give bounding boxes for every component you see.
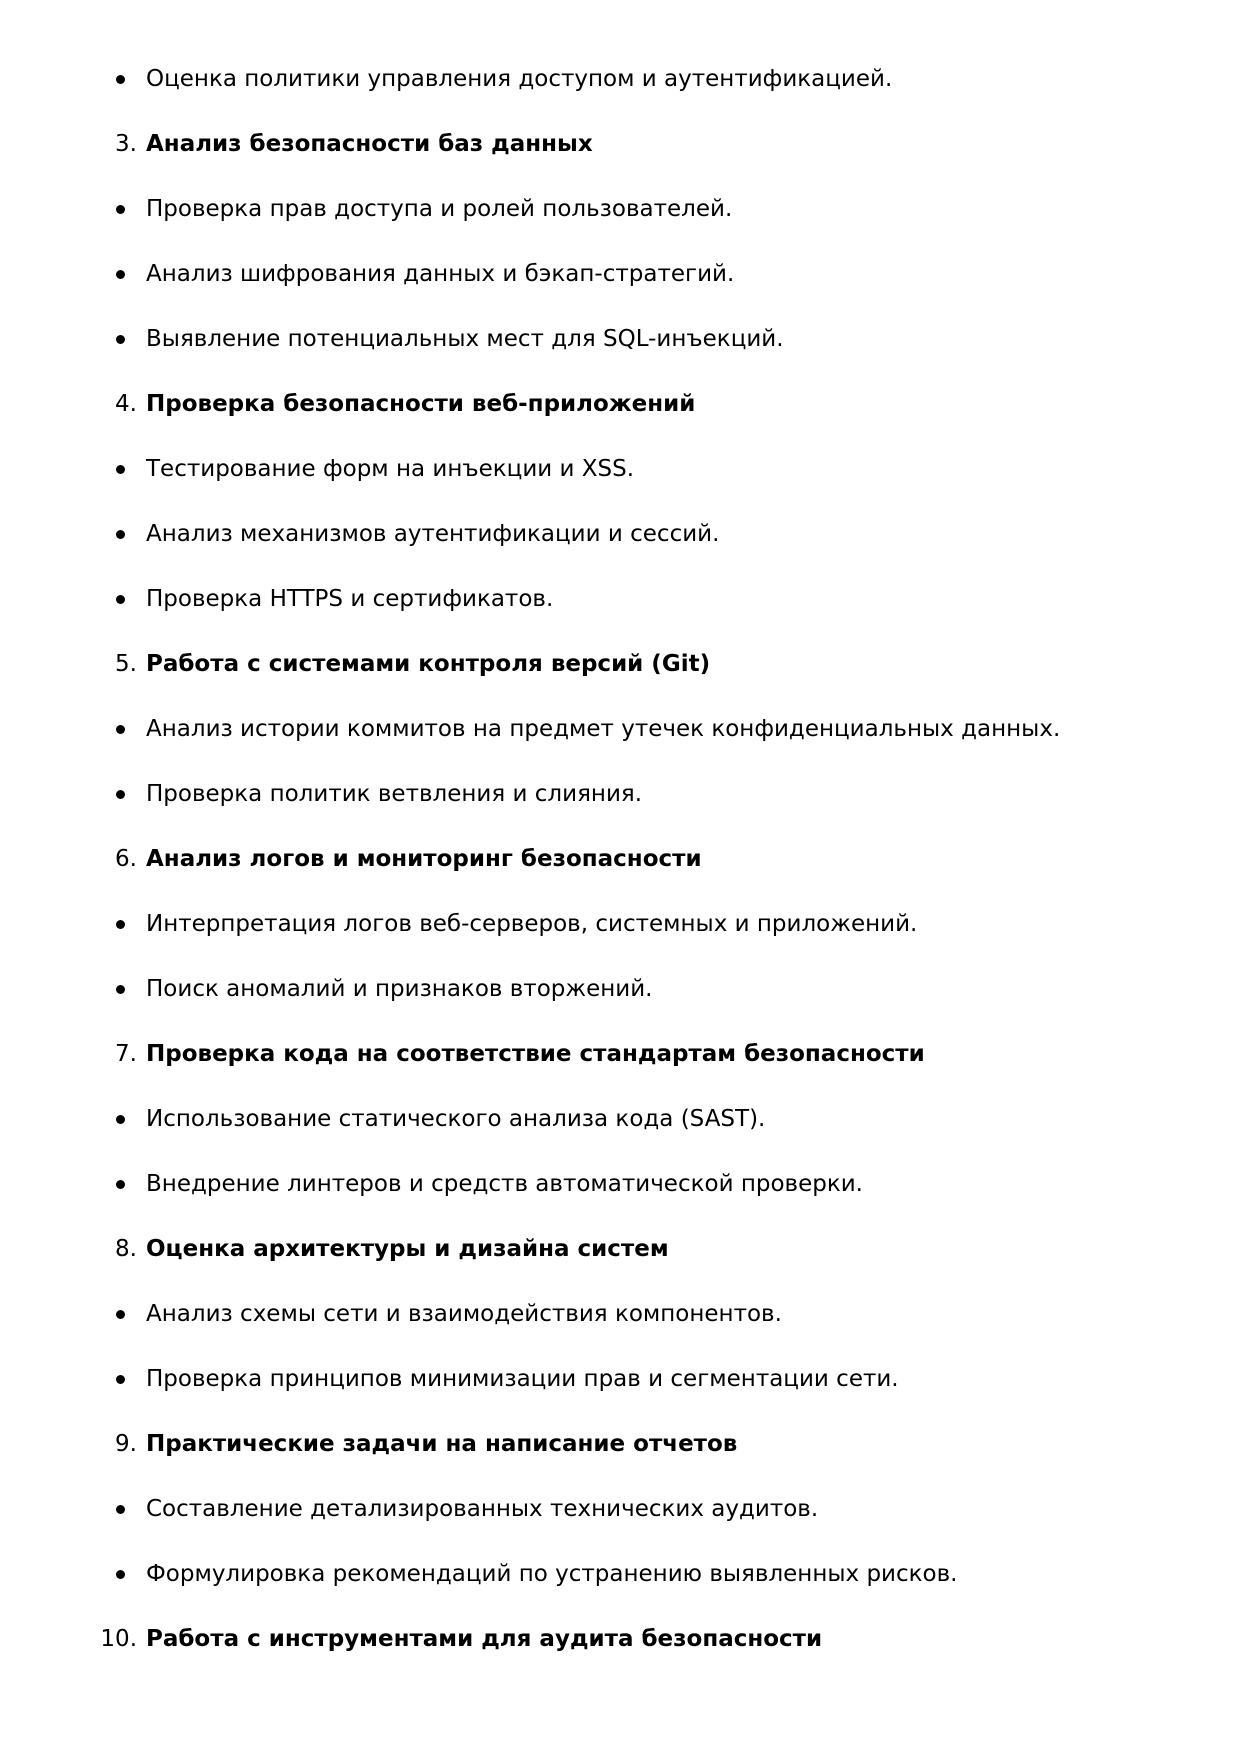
section-heading [0,384,1239,424]
bullet-text: Составление детализированных технических аудитов. [146,1496,819,1522]
bullet-marker [116,774,125,814]
bullet-text: Использование статического анализа кода (SAST). [146,1106,766,1132]
bullet-text: Проверка принципов минимизации прав и сегментации сети. [146,1366,899,1392]
section-heading [0,124,1239,164]
bullet-text: Оценка политики управления доступом и аутентификацией. [146,66,893,92]
section-number: 4. [115,391,137,417]
bullet-text: Тестирование форм на инъекции и XSS. [146,456,635,482]
section-number: 6. [115,846,137,872]
bullet-marker [116,514,125,554]
bullet-marker [116,709,125,749]
bullet-text: Анализ механизмов аутентификации и сессий. [146,521,720,547]
section-title: Практические задачи на написание отчетов [146,1431,738,1457]
bullet-text: Анализ истории коммитов на предмет утечек конфиденциальных данных. [146,716,1061,742]
bullet-item [0,1294,1239,1334]
section-number: 3. [115,131,137,157]
section-heading [0,1229,1239,1269]
bullet-item [0,514,1239,554]
bullet-marker [116,1554,125,1594]
bullet-text: Анализ шифрования данных и бэкап-стратегий. [146,261,735,287]
section-title: Анализ логов и мониторинг безопасности [146,846,702,872]
bullet-marker [116,969,125,1009]
section-number: 8. [115,1236,137,1262]
section-heading [0,644,1239,684]
bullet-item [0,1489,1239,1529]
section-number: 7. [115,1041,137,1067]
bullet-item [0,579,1239,619]
bullet-item [0,1164,1239,1204]
section-title: Оценка архитектуры и дизайна систем [146,1236,669,1262]
section-title: Проверка кода на соответствие стандартам безопасности [146,1041,925,1067]
section-heading [0,1424,1239,1464]
section-heading [0,1034,1239,1074]
bullet-text: Внедрение линтеров и средств автоматической проверки. [146,1171,863,1197]
bullet-text: Проверка политик ветвления и слияния. [146,781,643,807]
bullet-text: Формулировка рекомендаций по устранению выявленных рисков. [146,1561,958,1587]
bullet-text: Интерпретация логов веб-серверов, системных и приложений. [146,911,918,937]
bullet-marker [116,1099,125,1139]
bullet-text: Проверка HTTPS и сертификатов. [146,586,554,612]
bullet-item [0,709,1239,749]
bullet-item [0,189,1239,229]
bullet-marker [116,1164,125,1204]
bullet-marker [116,1294,125,1334]
bullet-marker [116,189,125,229]
bullet-item [0,1099,1239,1139]
bullet-text: Выявление потенциальных мест для SQL-инъекций. [146,326,784,352]
bullet-item [0,59,1239,99]
bullet-item [0,254,1239,294]
section-title: Работа с системами контроля версий (Git) [146,651,711,677]
bullet-text: Анализ схемы сети и взаимодействия компонентов. [146,1301,782,1327]
bullet-text: Проверка прав доступа и ролей пользователей. [146,196,733,222]
bullet-text: Поиск аномалий и признаков вторжений. [146,976,653,1002]
section-heading [0,839,1239,879]
bullet-marker [116,1359,125,1399]
bullet-item [0,449,1239,489]
bullet-marker [116,1489,125,1529]
bullet-marker [116,904,125,944]
section-title: Работа с инструментами для аудита безопасности [146,1626,823,1652]
section-heading [0,1619,1239,1659]
bullet-marker [116,319,125,359]
bullet-marker [116,579,125,619]
bullet-marker [116,59,125,99]
bullet-item [0,1554,1239,1594]
section-title: Анализ безопасности баз данных [146,131,593,157]
section-title: Проверка безопасности веб-приложений [146,391,696,417]
bullet-item [0,904,1239,944]
bullet-marker [116,449,125,489]
bullet-item [0,774,1239,814]
bullet-item [0,1359,1239,1399]
section-number: 10. [100,1626,137,1652]
bullet-item [0,319,1239,359]
section-number: 9. [115,1431,137,1457]
bullet-marker [116,254,125,294]
bullet-item [0,969,1239,1009]
section-number: 5. [115,651,137,677]
